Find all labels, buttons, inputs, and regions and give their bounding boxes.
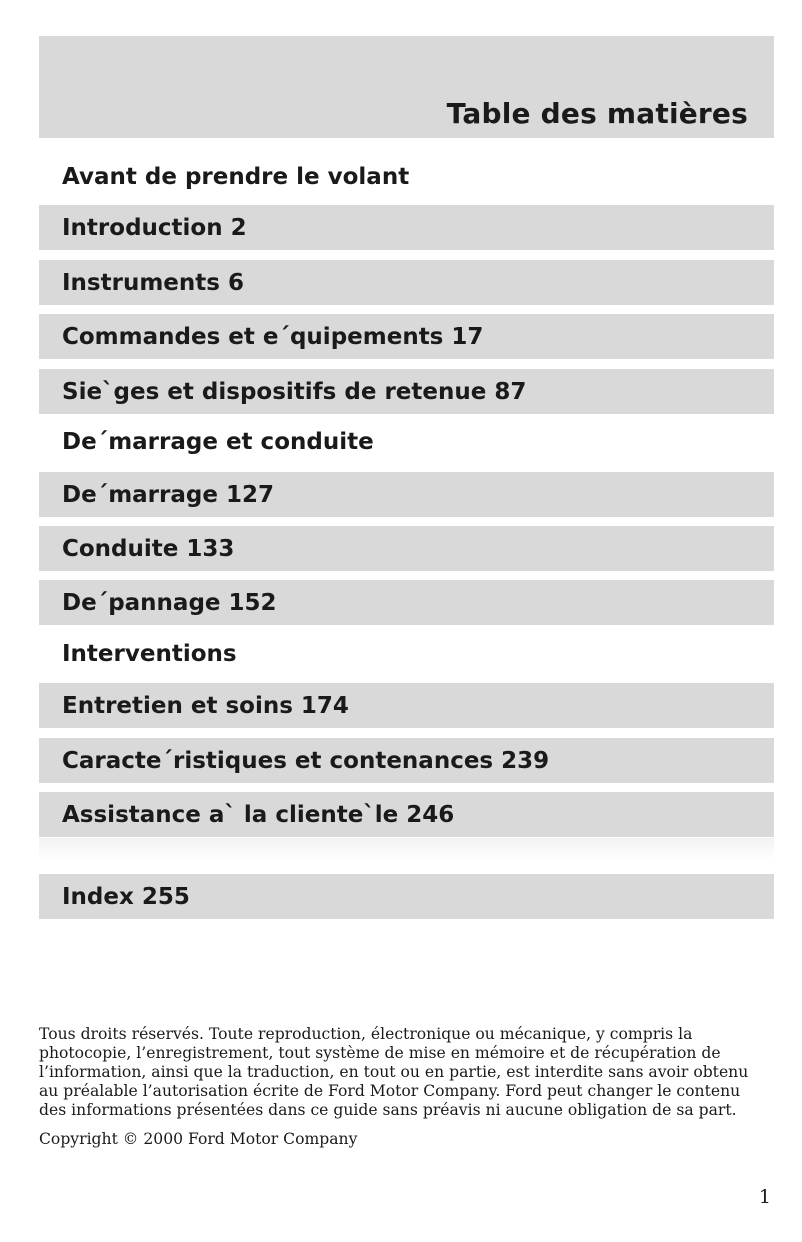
toc-entry-assistance[interactable]: Assistance a` la cliente`le 246 <box>39 792 774 837</box>
legal-line: Tous droits réservés. Toute reproduction, électronique ou mécanique, y compris la <box>39 1025 693 1043</box>
legal-notice <box>39 1025 764 1120</box>
toc-entry-entretien[interactable]: Entretien et soins 174 <box>39 683 774 728</box>
header-banner <box>39 36 774 138</box>
toc-entry-caracteristiques[interactable]: Caracte´ristiques et contenances 239 <box>39 738 774 783</box>
page-title: Table des matières <box>446 97 748 130</box>
page-number: 1 <box>758 1186 771 1208</box>
toc-entry-depannage[interactable]: De´pannage 152 <box>39 580 774 625</box>
toc-entry-conduite[interactable]: Conduite 133 <box>39 526 774 571</box>
toc-section-heading: De´marrage et conduite <box>62 428 374 455</box>
toc-section-heading: Avant de prendre le volant <box>62 163 410 190</box>
toc-entry-commandes[interactable]: Commandes et e´quipements 17 <box>39 314 774 359</box>
toc-entry-introduction[interactable]: Introduction 2 <box>39 205 774 250</box>
toc-entry-index[interactable]: Index 255 <box>39 874 774 919</box>
legal-line: au préalable l’autorisation écrite de Ford Motor Company. Ford peut changer le contenu <box>39 1082 741 1100</box>
toc-entry-sieges[interactable]: Sie`ges et dispositifs de retenue 87 <box>39 369 774 414</box>
toc-entry-instruments[interactable]: Instruments 6 <box>39 260 774 305</box>
legal-line: l’information, ainsi que la traduction, en tout ou en partie, est interdite sans avoir obtenu <box>39 1063 749 1081</box>
divider <box>39 838 774 860</box>
toc-section-heading: Interventions <box>62 640 237 667</box>
copyright-notice: Copyright © 2000 Ford Motor Company <box>39 1130 358 1148</box>
legal-line: photocopie, l’enregistrement, tout système de mise en mémoire et de récupération de <box>39 1044 721 1062</box>
legal-line: des informations présentées dans ce guide sans préavis ni aucune obligation de sa part. <box>39 1101 737 1119</box>
toc-entry-demarrage[interactable]: De´marrage 127 <box>39 472 774 517</box>
